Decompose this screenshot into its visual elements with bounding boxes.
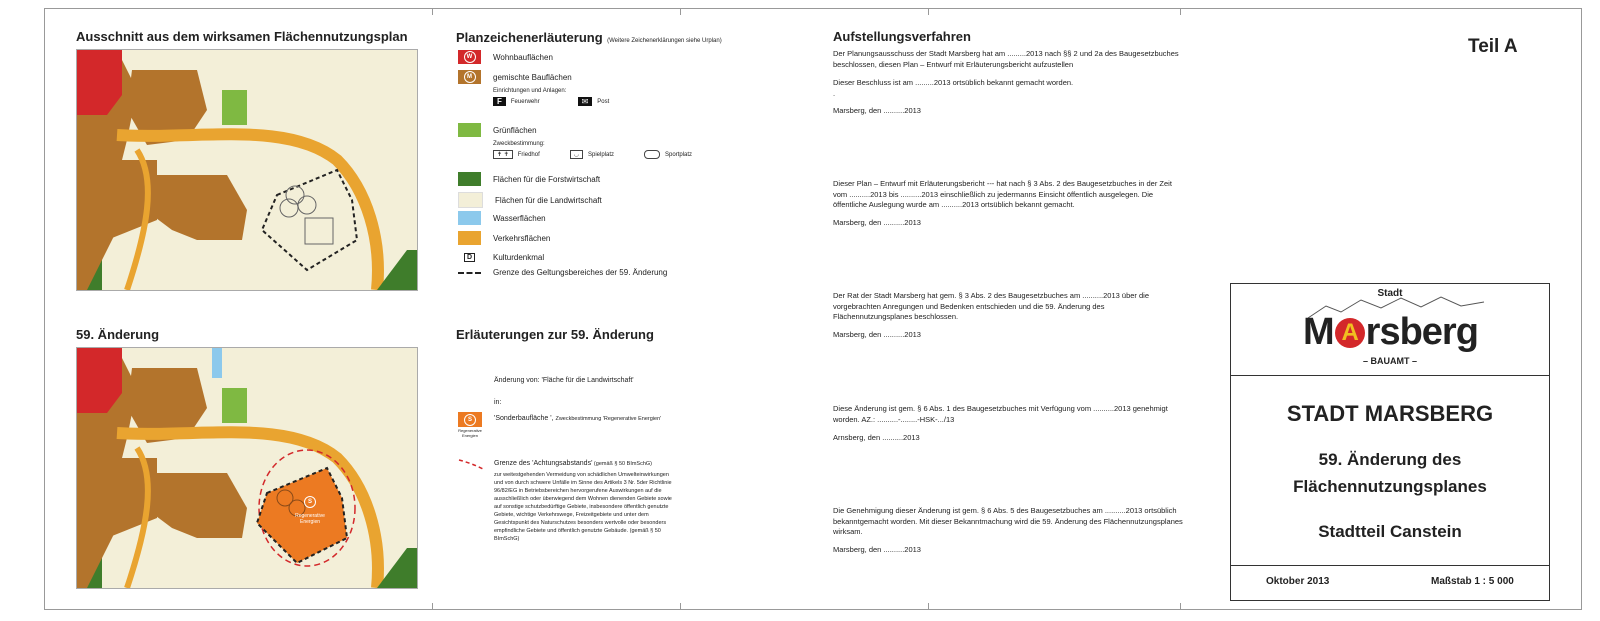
- legend-sub-label: Einrichtungen und Anlagen:: [493, 88, 567, 94]
- legend-label: Verkehrsflächen: [493, 233, 551, 243]
- logo-letters: rsberg: [1365, 311, 1478, 353]
- frame-tick: [928, 603, 929, 610]
- legend-label: Feuerwehr: [510, 98, 540, 105]
- distance-ref: (gemäß § 50 BImSchG): [592, 461, 653, 467]
- frame-tick: [432, 603, 433, 610]
- legend-label: Spielplatz: [588, 151, 615, 158]
- legend-label: gemischte Bauflächen: [493, 72, 572, 82]
- swatch-wohn: [458, 50, 481, 64]
- legend-label: Post: [597, 98, 610, 105]
- legend-item-wohn: [458, 50, 553, 64]
- frame-tick: [928, 8, 929, 15]
- legend-item-misch: [458, 70, 572, 84]
- plan-title-line-2: Flächennutzungsplanes: [1293, 477, 1487, 496]
- special-swatch: [458, 412, 482, 427]
- swatch-verkehr: [458, 231, 481, 245]
- legend-label: Grünflächen: [493, 125, 537, 135]
- legend-item-forst: [458, 172, 600, 186]
- procedure-signature: Marsberg, den ..........2013: [833, 330, 921, 339]
- frame-tick: [432, 8, 433, 15]
- legend: [458, 50, 758, 290]
- playground-icon: ◡: [570, 150, 583, 159]
- district-title: Stadtteil Canstein: [1318, 522, 1462, 541]
- map-change-heading: 59. Änderung: [76, 327, 160, 342]
- logo-letter-m: M: [1303, 311, 1334, 353]
- legend-item-verkehr: [458, 231, 550, 245]
- change-to-row: [494, 415, 661, 422]
- plan-scale: Maßstab 1 : 5 000: [1431, 576, 1514, 587]
- legend-label: Flächen für die Landwirtschaft: [495, 195, 602, 205]
- explanation-heading: Erläuterungen zur 59. Änderung: [456, 327, 654, 342]
- monument-icon: D: [464, 253, 475, 262]
- special-area-label: Regenerative Energien: [295, 513, 325, 525]
- legend-item-wasser: [458, 211, 546, 225]
- logo-wordmark: [1303, 308, 1478, 356]
- logo-emblem-icon: A: [1335, 318, 1365, 348]
- swatch-forst: [458, 172, 481, 186]
- legend-item-landw: [458, 192, 602, 208]
- map-current-heading: Ausschnitt aus dem wirksamen Flächennutzungsplan: [76, 29, 408, 44]
- map-current: [76, 49, 418, 291]
- legend-label: Wasserflächen: [493, 213, 546, 223]
- special-area-symbol: S: [304, 496, 316, 508]
- fire-station-icon: F: [493, 97, 506, 106]
- legend-label: Wohnbauflächen: [493, 52, 553, 62]
- special-swatch-label: Regenerative Energien: [458, 428, 482, 438]
- logo-subtitle: – BAUAMT –: [1362, 356, 1417, 366]
- legend-heading-row: [456, 29, 722, 47]
- part-label: Teil A: [1468, 36, 1518, 57]
- legend-note: (Weitere Zeichenerklärungen siehe Urplan): [607, 38, 722, 44]
- legend-item-grenze: [458, 268, 667, 277]
- divider: [1231, 565, 1549, 566]
- procedure-step-1: Der Planungsausschuss der Stadt Marsberg hat am .........2013 nach §§ 2 und 2a des Baugesetzbuches beschlossen, diesen Plan – Entwurf mit Erläuterungsbericht aufzustellen: [833, 49, 1179, 69]
- procedure-step-1b: Dieser Beschluss ist am .........2013 ortsüblich bekannt gemacht worden.: [833, 78, 1074, 87]
- legend-title: Planzeichenerläuterung: [456, 30, 603, 45]
- change-from-text: Änderung von: 'Fläche für die Landwirtschaft': [494, 377, 634, 384]
- procedure-signature: Marsberg, den ..........2013: [833, 106, 921, 115]
- boundary-line-icon: [458, 272, 481, 274]
- safety-distance-line-icon: [458, 458, 484, 470]
- swatch-denkmal: [458, 250, 481, 264]
- legend-label: Sportplatz: [665, 151, 693, 158]
- swatch-misch: [458, 70, 481, 84]
- procedure-signature: Arnsberg, den ..........2013: [833, 433, 920, 442]
- w-symbol: W: [464, 51, 476, 63]
- frame-tick: [1180, 8, 1181, 15]
- frame-tick: [680, 603, 681, 610]
- frame-tick: [680, 8, 681, 15]
- legend-facility-row: [493, 97, 609, 106]
- logo-stadt: Stadt: [1377, 288, 1403, 299]
- procedure-step-3: Der Rat der Stadt Marsberg hat gem. § 3 Abs. 2 des Baugesetzbuches am ..........2013 über die vorgebrachten Anregungen und Bedenken entschieden und die 59. Änderung des Flächennutzungsplanes beschlossen.: [833, 291, 1150, 321]
- legend-label: Kulturdenkmal: [493, 252, 545, 262]
- s-symbol: S: [464, 414, 476, 426]
- distance-description: zur weitestgehenden Vermeidung von schädlichen Umwelteinwirkungen und von durch schwere Unfälle im Sinne des Artikels 3 Nr. 5der Richtlinie 96/82/EG in Betriebsbereichen hervorgerufene Auswirkungen auf die ausschließlich oder überwiegend dem Wohnen dienenden Gebiete sowie auf sonstige schutzbedürftige Gebiete, insbesondere öffentlich genutzte Gebiete, wichtige Verkehrswege, Freizeitgebiete und unter dem Gesichtspunkt des Naturschutzes besonders wertvolle oder besonders empfindliche Gebiete und öffentlich genutzte Gebäude. (gemäß § 50 BImSchG): [494, 472, 672, 542]
- change-to-text: 'Sonderbaufläche ',: [494, 415, 556, 422]
- change-in-text: in:: [494, 399, 502, 406]
- legend-label: Friedhof: [517, 151, 540, 158]
- plan-title-line-1: 59. Änderung des: [1318, 450, 1462, 469]
- legend-item-gruen: [458, 123, 537, 137]
- change-to-detail: Zweckbestimmung 'Regenerative Energien': [555, 416, 662, 422]
- procedure-signature: Marsberg, den ..........2013: [833, 545, 921, 554]
- swatch-landw: [458, 192, 483, 208]
- procedure-step-4: Diese Änderung ist gem. § 6 Abs. 1 des Baugesetzbuches mit Verfügung vom ..........2013 genehmigt worden. AZ.: ..........-........-HSK-.../13: [833, 404, 1168, 424]
- post-icon: ✉: [578, 97, 593, 106]
- procedure-step-2: Dieser Plan – Entwurf mit Erläuterungsbericht --- hat nach § 3 Abs. 2 des Baugesetzbuches in der Zeit vom ..........2013 bis ..........2013 einschließlich zu jedermanns Einsicht öffentlich ausgelegen. Die öffentliche Auslegung wurde am ..........2013 ortsüblich bekannt gemacht.: [833, 179, 1172, 209]
- legend-sub-label: Zweckbestimmung:: [493, 141, 545, 147]
- swatch-wasser: [458, 211, 481, 225]
- legend-label: Grenze des Geltungsbereiches der 59. Änderung: [493, 268, 668, 277]
- procedure-signature: Marsberg, den ..........2013: [833, 218, 921, 227]
- title-block: [1230, 283, 1550, 601]
- legend-item-denkmal: [458, 250, 544, 264]
- swatch-gruen: [458, 123, 481, 137]
- legend-label: Flächen für die Forstwirtschaft: [493, 174, 601, 184]
- distance-heading-row: [494, 460, 652, 467]
- plan-date: Oktober 2013: [1266, 576, 1330, 587]
- procedure-dot: .: [833, 89, 836, 98]
- procedure-step-5: Die Genehmigung dieser Änderung ist gem. § 6 Abs. 5 des Baugesetzbuches am ..........2013 ortsüblich bekanntgemacht worden. Mit dieser Bekanntmachung wird die 59. Änderung des Flächennutzungsplanes wirksam.: [833, 506, 1183, 536]
- cemetery-icon: ✝ ✝: [493, 150, 513, 159]
- procedure-heading: Aufstellungsverfahren: [833, 29, 971, 44]
- map-change: [76, 347, 418, 589]
- m-symbol: M: [464, 71, 476, 83]
- distance-title: Grenze des 'Achtungsabstands': [494, 460, 593, 467]
- sports-field-icon: [644, 150, 660, 159]
- frame-tick: [1180, 603, 1181, 610]
- legend-purpose-row: [493, 150, 692, 159]
- divider: [1231, 375, 1549, 376]
- city-title: STADT MARSBERG: [1286, 401, 1494, 426]
